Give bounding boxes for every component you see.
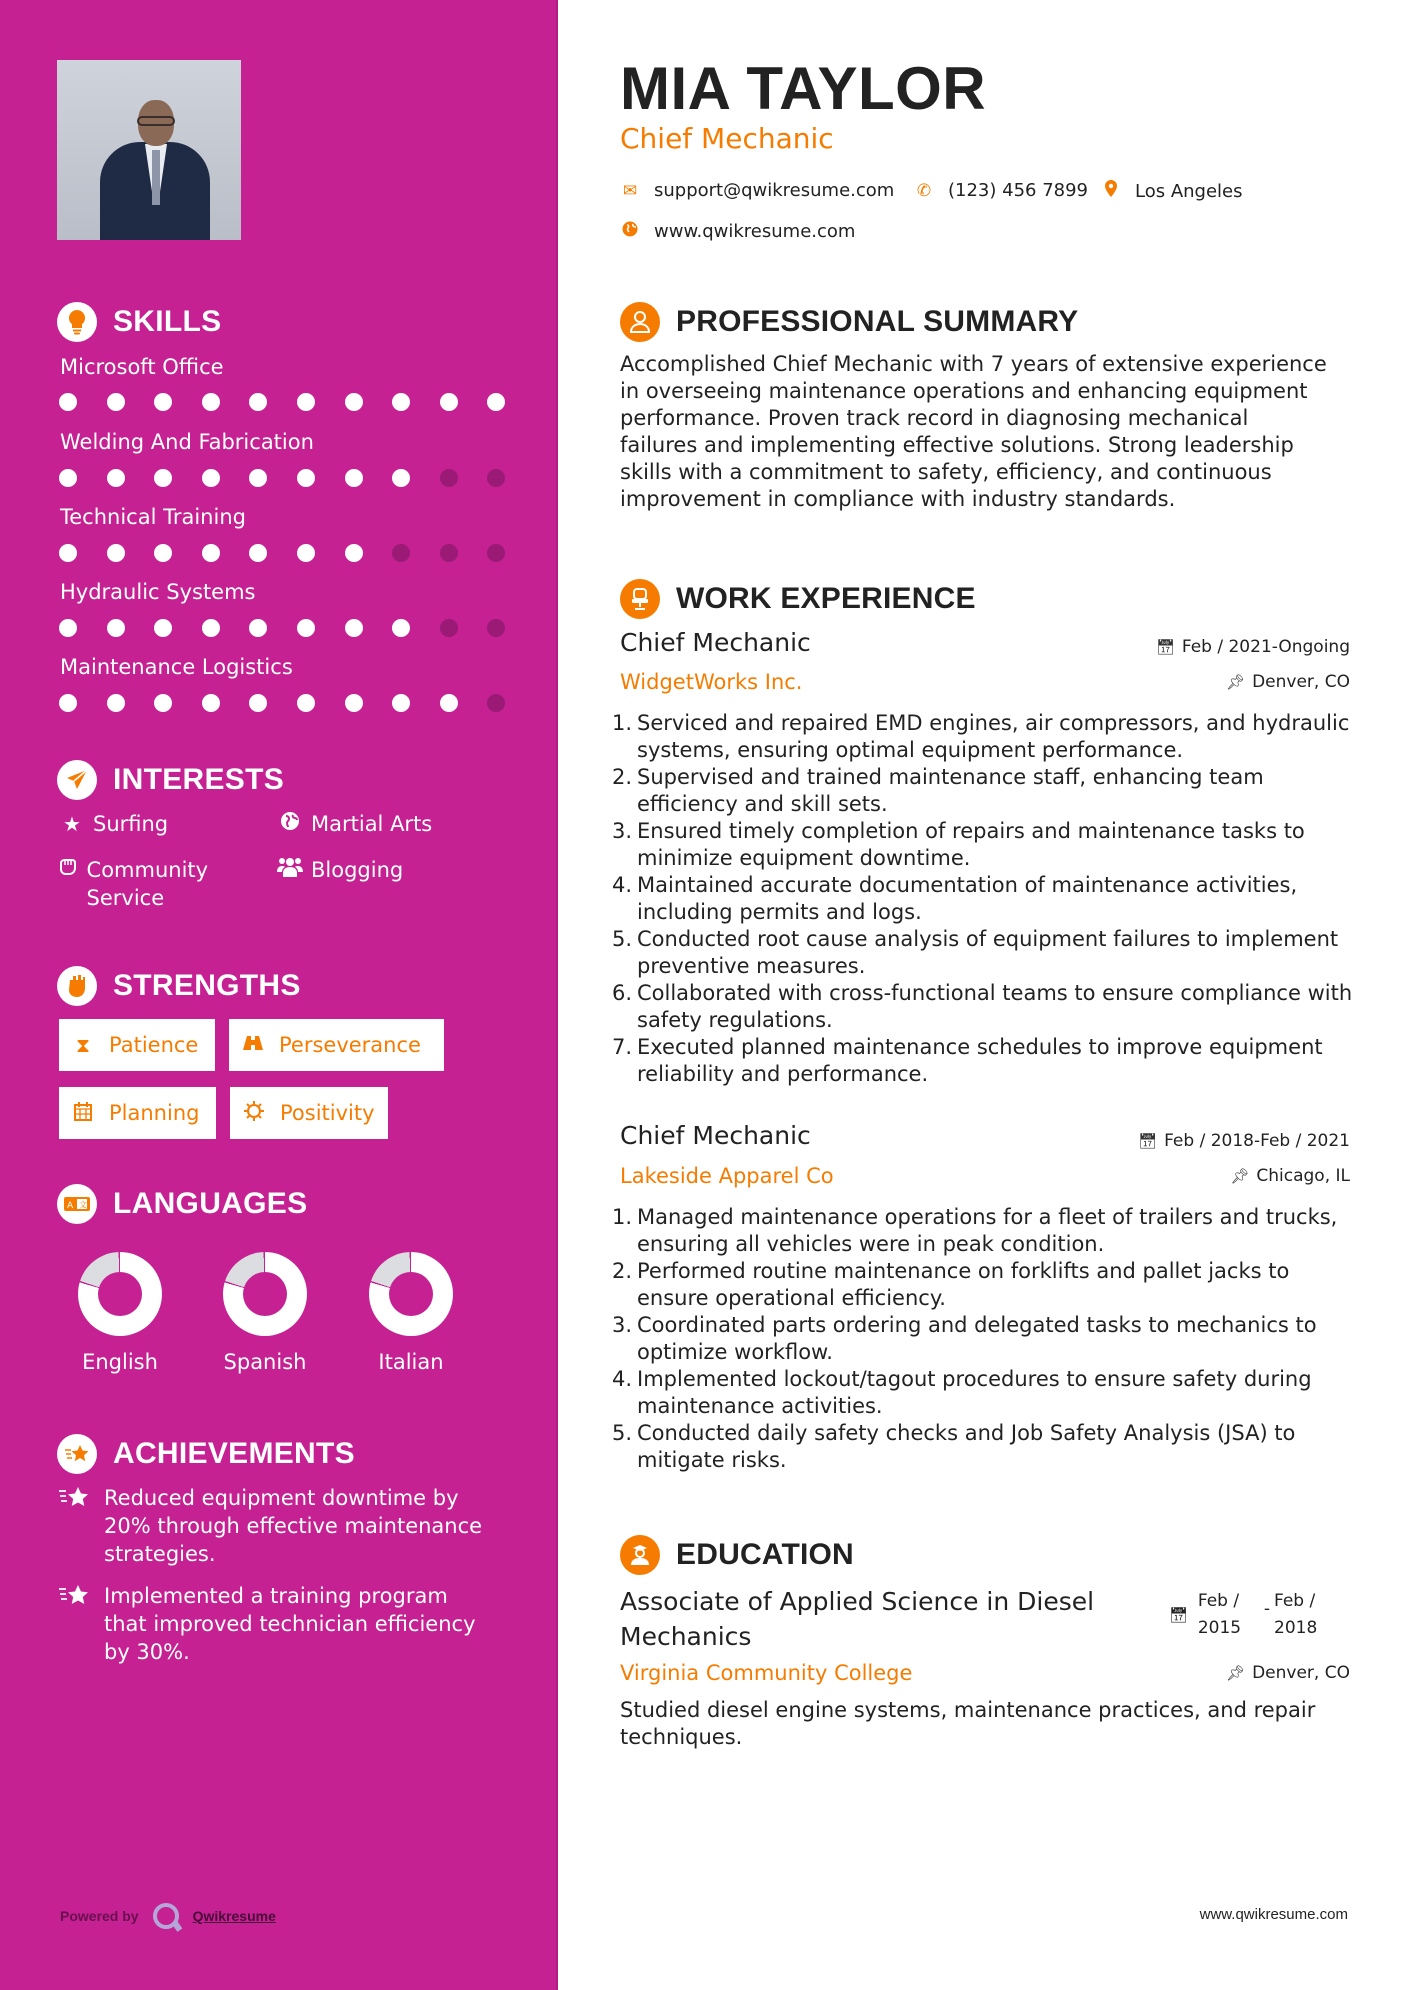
- skill-dot: [487, 393, 505, 411]
- skill-label: Hydraulic Systems: [60, 580, 256, 604]
- hourglass-icon: ⧗: [75, 1033, 91, 1057]
- skill-dot: [249, 619, 267, 637]
- calendar-icon: [71, 1101, 95, 1126]
- skill-dot: [154, 469, 172, 487]
- responsibility-item: 1. Managed maintenance operations for a fleet of trailers and trucks, ensuring all vehicles were in peak condition.: [612, 1205, 1338, 1256]
- sun-icon: [242, 1100, 266, 1127]
- interest-item: Blogging: [277, 856, 403, 885]
- pushpin-icon: 📌︎: [1230, 1167, 1250, 1185]
- skills-title: SKILLS: [113, 305, 222, 338]
- responsibility-item: 1. Serviced and repaired EMD engines, air compressors, and hydraulic systems, ensuring optimal equipment performance.: [612, 711, 1350, 762]
- contact-website[interactable]: www.qwikresume.com: [620, 221, 855, 242]
- skill-dot: [392, 694, 410, 712]
- skill-dot: [202, 544, 220, 562]
- skill-dot: [154, 694, 172, 712]
- lightbulb-icon: [57, 302, 97, 342]
- interest-item: Community Service: [57, 856, 257, 912]
- skill-rating: [59, 619, 505, 637]
- user-icon: [620, 302, 660, 342]
- paper-plane-icon: [57, 760, 97, 800]
- experience-heading: [620, 579, 976, 619]
- job-title: Chief Mechanic: [620, 1121, 811, 1150]
- skill-dot: [487, 694, 505, 712]
- responsibility-item: 5. Conducted daily safety checks and Job Safety Analysis (JSA) to mitigate risks.: [612, 1421, 1296, 1472]
- map-pin-icon: [1101, 180, 1121, 202]
- skill-dot: [297, 619, 315, 637]
- skill-label: Technical Training: [60, 505, 246, 529]
- skill-dot: [345, 694, 363, 712]
- qwikresume-logo-icon: [153, 1903, 179, 1929]
- skill-rating: [59, 544, 505, 562]
- strength-badge: ⧗ Patience: [59, 1019, 215, 1071]
- skill-dot: [440, 619, 458, 637]
- summary-title: PROFESSIONAL SUMMARY: [676, 305, 1079, 338]
- education-title: EDUCATION: [676, 1538, 854, 1571]
- skill-dot: [59, 544, 77, 562]
- language-proficiency-donut: [369, 1252, 453, 1336]
- graduate-icon: [620, 1535, 660, 1575]
- job-location: 📌︎ Chicago, IL: [1230, 1166, 1350, 1186]
- responsibility-item: 3. Ensured timely completion of repairs and maintenance tasks to minimize equipment downtime.: [612, 819, 1305, 870]
- strength-badge: Planning: [59, 1087, 216, 1139]
- candidate-name: MIA TAYLOR: [620, 55, 987, 122]
- raised-fist-icon: [57, 966, 97, 1006]
- globe-icon: [277, 810, 303, 838]
- skill-dot: [202, 469, 220, 487]
- skill-dot: [297, 393, 315, 411]
- skill-label: Welding And Fabrication: [60, 430, 314, 454]
- calendar-icon: 📅︎: [1168, 1606, 1188, 1624]
- achievement-item: Implemented a training program that improved technician efficiency by 30%.: [57, 1582, 497, 1666]
- language-proficiency-donut: [78, 1252, 162, 1336]
- skill-label: Microsoft Office: [60, 355, 224, 379]
- language-item: Italian: [351, 1252, 471, 1374]
- profile-photo: [57, 60, 241, 240]
- calendar-icon: 📅︎: [1155, 638, 1175, 656]
- skill-dot: [487, 619, 505, 637]
- language-proficiency-donut: [223, 1252, 307, 1336]
- skill-dot: [345, 469, 363, 487]
- qwikresume-link[interactable]: Qwikresume: [192, 1908, 276, 1924]
- skill-rating: [59, 393, 505, 411]
- skill-label: Maintenance Logistics: [60, 655, 293, 679]
- skill-dot: [440, 694, 458, 712]
- strengths-title: STRENGTHS: [113, 969, 301, 1002]
- experience-title: WORK EXPERIENCE: [676, 582, 976, 615]
- svg-text:文: 文: [79, 1200, 87, 1210]
- sidebar: [0, 0, 557, 1990]
- responsibility-item: 2. Supervised and trained maintenance staff, enhancing team efficiency and skill sets.: [612, 765, 1264, 816]
- skill-dot: [202, 393, 220, 411]
- star-icon: ★: [63, 812, 81, 836]
- responsibility-item: 3. Coordinated parts ordering and delegated tasks to mechanics to optimize workflow.: [612, 1313, 1317, 1364]
- shooting-star-icon: [57, 1434, 97, 1474]
- skill-dot: [154, 544, 172, 562]
- fist-icon: [57, 856, 79, 884]
- job-title: Chief Mechanic: [620, 628, 811, 657]
- responsibility-item: 4. Implemented lockout/tagout procedures to ensure safety during maintenance activities.: [612, 1367, 1312, 1418]
- job-responsibilities: [612, 710, 1355, 1088]
- contact-phone[interactable]: ✆ (123) 456 7899: [914, 180, 1088, 201]
- achievements-title: ACHIEVEMENTS: [113, 1437, 355, 1470]
- job-responsibilities: [612, 1204, 1355, 1474]
- skill-dot: [107, 694, 125, 712]
- responsibility-item: 7. Executed planned maintenance schedules to improve equipment reliability and performance.: [612, 1035, 1323, 1086]
- translate-icon: [57, 1184, 97, 1224]
- skill-dot: [440, 469, 458, 487]
- candidate-title: Chief Mechanic: [620, 122, 834, 155]
- svg-text:A: A: [67, 1201, 74, 1211]
- skill-dot: [154, 619, 172, 637]
- skill-dot: [345, 619, 363, 637]
- skill-dot: [107, 469, 125, 487]
- envelope-icon: ✉: [622, 180, 638, 201]
- achievements-heading: [57, 1434, 355, 1474]
- summary-heading: [620, 302, 1078, 342]
- footer-website-link[interactable]: www.qwikresume.com: [1199, 1906, 1348, 1923]
- company-name: Lakeside Apparel Co: [620, 1164, 834, 1188]
- strength-badge: Positivity: [230, 1087, 388, 1139]
- shooting-star-icon: [57, 1484, 91, 1568]
- phone-icon: ✆: [916, 180, 932, 201]
- education-location: 📌︎ Denver, CO: [1226, 1663, 1350, 1683]
- skill-rating: [59, 469, 505, 487]
- skill-dot: [487, 469, 505, 487]
- languages-heading: [57, 1184, 307, 1224]
- language-item: Spanish: [205, 1252, 325, 1374]
- skill-dot: [487, 544, 505, 562]
- shooting-star-icon: [57, 1582, 91, 1666]
- degree-title: Associate of Applied Science in Diesel Mechanics: [620, 1587, 1095, 1651]
- skill-dot: [249, 544, 267, 562]
- binoculars-icon: [241, 1033, 265, 1057]
- pushpin-icon: 📌︎: [1226, 1664, 1246, 1682]
- job-dates: 📅︎ Feb / 2021-Ongoing: [1155, 637, 1350, 657]
- responsibility-item: 5. Conducted root cause analysis of equipment failures to implement preventive measures.: [612, 927, 1339, 978]
- skill-dot: [297, 544, 315, 562]
- skill-rating: [59, 694, 505, 712]
- skill-dot: [202, 619, 220, 637]
- strength-badge: Perseverance: [229, 1019, 444, 1071]
- interest-item: Martial Arts: [277, 810, 432, 838]
- interest-item: ★ Surfing: [59, 810, 168, 838]
- skills-heading: [57, 302, 221, 342]
- office-chair-icon: [620, 579, 660, 619]
- education-dates: 📅︎ Feb / 2015 - Feb / 2018: [1169, 1588, 1326, 1642]
- interests-heading: [57, 760, 284, 800]
- skill-dot: [107, 619, 125, 637]
- responsibility-item: 6. Collaborated with cross-functional teams to ensure compliance with safety regulations.: [612, 981, 1353, 1032]
- achievement-item: Reduced equipment downtime by 20% through effective maintenance strategies.: [57, 1484, 497, 1568]
- skill-dot: [392, 393, 410, 411]
- language-item: English: [60, 1252, 180, 1374]
- skill-dot: [345, 393, 363, 411]
- skill-dot: [440, 544, 458, 562]
- responsibility-item: 4. Maintained accurate documentation of maintenance activities, including permits and logs.: [612, 873, 1298, 924]
- skill-dot: [297, 694, 315, 712]
- interests-title: INTERESTS: [113, 763, 285, 796]
- skill-dot: [345, 544, 363, 562]
- education-heading: [620, 1535, 854, 1575]
- skill-dot: [59, 694, 77, 712]
- skill-dot: [249, 469, 267, 487]
- summary-text: Accomplished Chief Mechanic with 7 years of extensive experience in overseeing maintenance operations and enhancing equipment performance. Proven track record in diagnosing mechanical failures and implementing effective solutions. Strong leadership skills with a commitment to safety, efficiency, and continuous improvement in compliance with industry standards.: [620, 352, 1327, 511]
- powered-by: Powered by Qwikresume: [60, 1903, 276, 1929]
- responsibility-item: 2. Performed routine maintenance on forklifts and pallet jacks to ensure operational efficiency.: [612, 1259, 1290, 1310]
- skill-dot: [59, 619, 77, 637]
- skill-dot: [107, 544, 125, 562]
- skill-dot: [107, 393, 125, 411]
- skill-dot: [249, 694, 267, 712]
- users-icon: [277, 856, 303, 885]
- company-name: WidgetWorks Inc.: [620, 670, 803, 694]
- skill-dot: [392, 469, 410, 487]
- strengths-heading: [57, 966, 301, 1006]
- job-dates: 📅︎ Feb / 2018-Feb / 2021: [1138, 1131, 1350, 1151]
- skill-dot: [249, 393, 267, 411]
- skill-dot: [392, 544, 410, 562]
- skill-dot: [59, 469, 77, 487]
- contact-location: Los Angeles: [1101, 180, 1243, 202]
- education-description: Studied diesel engine systems, maintenance practices, and repair techniques.: [620, 1698, 1316, 1749]
- languages-title: LANGUAGES: [113, 1187, 308, 1220]
- job-location: 📌︎ Denver, CO: [1226, 672, 1350, 692]
- skill-dot: [392, 619, 410, 637]
- skill-dot: [59, 393, 77, 411]
- pushpin-icon: 📌︎: [1226, 673, 1246, 691]
- skill-dot: [440, 393, 458, 411]
- skill-dot: [154, 393, 172, 411]
- skill-dot: [297, 469, 315, 487]
- globe-icon: [620, 221, 640, 242]
- school-name: Virginia Community College: [620, 1661, 913, 1685]
- contact-email[interactable]: ✉ support@qwikresume.com: [620, 180, 894, 201]
- calendar-icon: 📅︎: [1138, 1132, 1158, 1150]
- skill-dot: [202, 694, 220, 712]
